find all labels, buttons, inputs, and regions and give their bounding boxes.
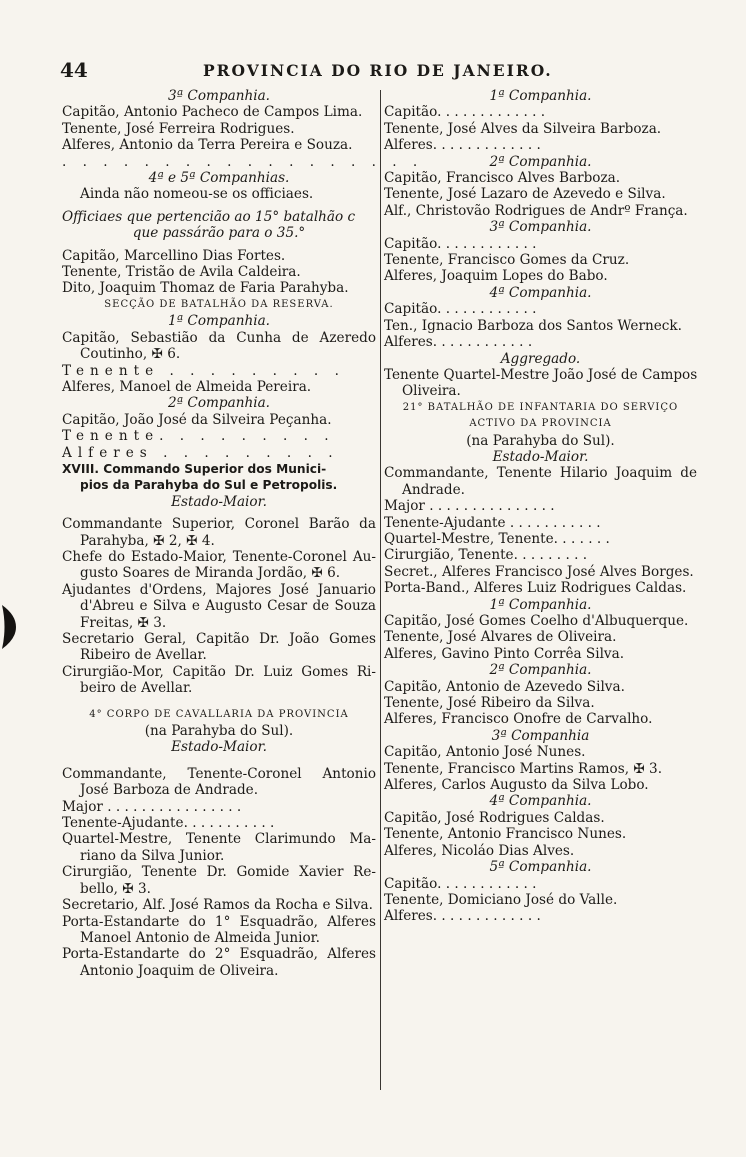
text-line: Capitão, José Rodrigues Caldas. [384, 809, 605, 826]
text-line: Alferes. . . . . . . . . . . . [384, 334, 533, 351]
text-line: Dito, Joaquim Thomaz de Faria Parahyba. [62, 280, 349, 297]
text-line: Major . . . . . . . . . . . . . . . . [62, 798, 242, 815]
text-line: Capitão. . . . . . . . . . . . [384, 301, 537, 318]
text-line: Alferes. . . . . . . . . . . . . [384, 137, 541, 154]
text-line: 4ª e 5ª Companhias. [148, 170, 290, 187]
text-line: Major . . . . . . . . . . . . . . . [384, 498, 555, 515]
text-line: 4ª Companhia. [489, 284, 592, 301]
column-divider [380, 90, 381, 1090]
text-line: Aggregado. [500, 350, 581, 367]
text-line: Capitão, Francisco Alves Barboza. [384, 170, 621, 187]
text-line: Coutinho, ✠ 6. [80, 346, 181, 363]
text-line: 2ª Companhia. [168, 395, 270, 412]
text-line: Tenente, José Lazaro de Azevedo e Silva. [384, 186, 666, 203]
text-line: Capitão, Marcellino Dias Fortes. [62, 247, 286, 264]
text-line: Ribeiro de Avellar. [80, 647, 207, 664]
text-line: Alferes, Joaquim Lopes do Babo. [384, 268, 608, 285]
text-line: 2ª Companhia. [489, 662, 592, 679]
text-line: Secretario, Alf. José Ramos da Rocha e Silva. [62, 897, 373, 914]
text-line: Chefe do Estado-Maior, Tenente-Coronel Au- [62, 548, 376, 565]
text-line: Officiaes que pertencião ao 15° batalhão c [62, 208, 356, 225]
text-line: Cirurgião, Tenente Dr. Gomide Xavier Re- [62, 864, 376, 881]
text-line: Alferes . . . . . . . . . [62, 444, 339, 461]
spacer [62, 756, 376, 766]
text-line: gusto Soares de Miranda Jordão, ✠ 6. [80, 565, 341, 582]
page-number: 44 [60, 58, 88, 82]
text-line: Estado-Maior. [171, 739, 267, 756]
text-line: Secret., Alferes Francisco José Alves Borges. [384, 563, 694, 580]
text-line: Tenente-Ajudante. . . . . . . . . . . [62, 815, 275, 832]
text-line: Andrade. [402, 481, 465, 498]
text-line: Capitão, José Gomes Coelho d'Albuquerque. [384, 613, 689, 629]
text-line: Estado-Maior. [492, 448, 589, 465]
text-line: Cirurgião-Mor, Capitão Dr. Luiz Gomes Ri- [62, 663, 376, 680]
text-line: Oliveira. [402, 383, 461, 400]
text-line: (na Parahyba do Sul). [144, 723, 294, 740]
text-line: Tenente, Domiciano José do Valle. [384, 891, 618, 908]
text-line: Commandante, Tenente Hilario Joaquim de [384, 465, 697, 482]
text-line: Quartel-Mestre, Tenente. . . . . . . [384, 530, 610, 547]
text-line: Capitão. . . . . . . . . . . . [384, 235, 537, 252]
text-line: Capitão, Antonio José Nunes. [384, 744, 586, 761]
text-line: Tenente, Francisco Martins Ramos, ✠ 3. [384, 760, 663, 777]
text-line: Alferes, Gavino Pinto Corrêa Silva. [384, 645, 625, 662]
text-line: Porta-Estandarte do 1° Esquadrão, Alferes [62, 913, 376, 930]
text-line: Secretario Geral, Capitão Dr. João Gomes [62, 631, 376, 647]
text-line: Tenente . . . . . . . . . [62, 362, 345, 379]
binding-mark-icon [0, 603, 18, 651]
text-line: 1ª Companhia. [489, 88, 592, 104]
text-line: Manoel Antonio de Almeida Junior. [80, 929, 320, 946]
text-line: Ajudantes d'Ordens, Majores José Januario [62, 581, 376, 598]
text-line: Tenente, José Alves da Silveira Barboza. [384, 120, 662, 137]
text-line: Alferes, Nicoláo Dias Alves. [384, 842, 575, 859]
text-line: Tenente, José Ribeiro da Silva. [384, 695, 595, 712]
text-line: Alferes. . . . . . . . . . . . . [384, 908, 541, 925]
text-line: Ainda não nomeou-se os officiaes. [80, 186, 314, 203]
text-line: beiro de Avellar. [80, 680, 193, 697]
text-line: Commandante Superior, Coronel Barão da [62, 516, 376, 533]
text-line: Capitão. . . . . . . . . . . . [384, 875, 537, 892]
text-line: ACTIVO DA PROVINCIA [469, 418, 612, 430]
text-line: 3ª Companhia. [489, 219, 592, 236]
text-line: 2ª Companhia. [489, 153, 592, 170]
text-line: que passárão para o 35.° [132, 225, 306, 242]
text-line: Capitão, Antonio Pacheco de Campos Lima. [62, 104, 363, 121]
text-line: 21° BATALHÃO DE INFANTARIA DO SERVIÇO [402, 401, 679, 413]
text-line: Porta-Estandarte do 2° Esquadrão, Alferes [62, 946, 376, 963]
text-line: Capitão, Antonio de Azevedo Silva. [384, 678, 625, 695]
text-line: Ten., Ignacio Barboza dos Santos Werneck. [384, 317, 682, 334]
text-line: riano da Silva Junior. [80, 847, 225, 864]
text-line: pios da Parahyba do Sul e Petropolis. [80, 478, 338, 493]
text-line: 1ª Companhia. [489, 596, 592, 613]
text-line: SECÇÃO DE BATALHÃO DA RESERVA. [104, 298, 334, 310]
text-line: 5ª Companhia. [489, 859, 592, 876]
text-line: Capitão, Sebastião da Cunha de Azeredo [62, 329, 376, 346]
text-line: Tenente, José Alvares de Oliveira. [384, 629, 617, 646]
left-column [62, 88, 424, 979]
text-line: 1ª Companhia. [168, 313, 270, 330]
text-line: Commandante, Tenente-Coronel Antonio [62, 765, 376, 782]
text-line: Tenente, Tristão de Avila Caldeira. [62, 264, 301, 281]
text-line: Tenente-Ajudante . . . . . . . . . . . [384, 514, 601, 531]
text-line: Capitão, João José da Silveira Peçanha. [62, 411, 332, 428]
page-header [60, 58, 670, 84]
text-line: 4° CORPO DE CAVALLARIA DA PROVINCIA [89, 708, 349, 720]
text-line: Tenente. . . . . . . . . [62, 428, 335, 445]
text-line: Alferes, Antonio da Terra Pereira e Souza. [62, 137, 353, 154]
text-line: bello, ✠ 3. [80, 880, 151, 897]
text-line: Freitas, ✠ 3. [80, 614, 167, 631]
text-line: Parahyba, ✠ 2, ✠ 4. [80, 532, 215, 549]
text-line: Alferes, Francisco Onofre de Carvalho. [384, 711, 653, 728]
text-line: Cirurgião, Tenente. . . . . . . . . [384, 547, 588, 564]
text-line: d'Abreu e Silva e Augusto Cesar de Souza [80, 598, 376, 615]
text-line: Alferes, Carlos Augusto da Silva Lobo. [384, 777, 649, 794]
text-line: Capitão. . . . . . . . . . . . . [384, 104, 546, 121]
text-line: Tenente Quartel-Mestre João José de Campos [384, 366, 698, 383]
text-line: XVIII. Commando Superior dos Munici- [62, 461, 327, 476]
text-line: 3ª Companhia. [168, 88, 270, 104]
text-line: Alferes, Manoel de Almeida Pereira. [62, 378, 312, 395]
text-line: Quartel-Mestre, Tenente Clarimundo Ma- [62, 831, 376, 848]
text-line: 3ª Companhia [491, 727, 590, 744]
right-column [384, 88, 697, 925]
text-line: . . . . . . . . . . . . . . . . . . [62, 153, 424, 170]
text-line: Tenente, Antonio Francisco Nunes. [384, 826, 627, 843]
text-line: Tenente, José Ferreira Rodrigues. [62, 120, 295, 137]
text-line: José Barboza de Andrade. [80, 782, 259, 799]
text-line: Tenente, Francisco Gomes da Cruz. [384, 252, 630, 269]
page-title: PROVINCIA DO RIO DE JANEIRO. [203, 61, 553, 80]
text-line: 4ª Companhia. [489, 793, 592, 810]
text-line: Alf., Christovão Rodrigues de Andrº França. [384, 202, 688, 219]
text-line: Antonio Joaquim de Oliveira. [80, 962, 279, 979]
text-line: Estado-Maior. [171, 493, 267, 510]
text-line: (na Parahyba do Sul). [466, 432, 615, 449]
text-line: Porta-Band., Alferes Luiz Rodrigues Caldas. [384, 580, 687, 597]
spacer [62, 697, 376, 707]
